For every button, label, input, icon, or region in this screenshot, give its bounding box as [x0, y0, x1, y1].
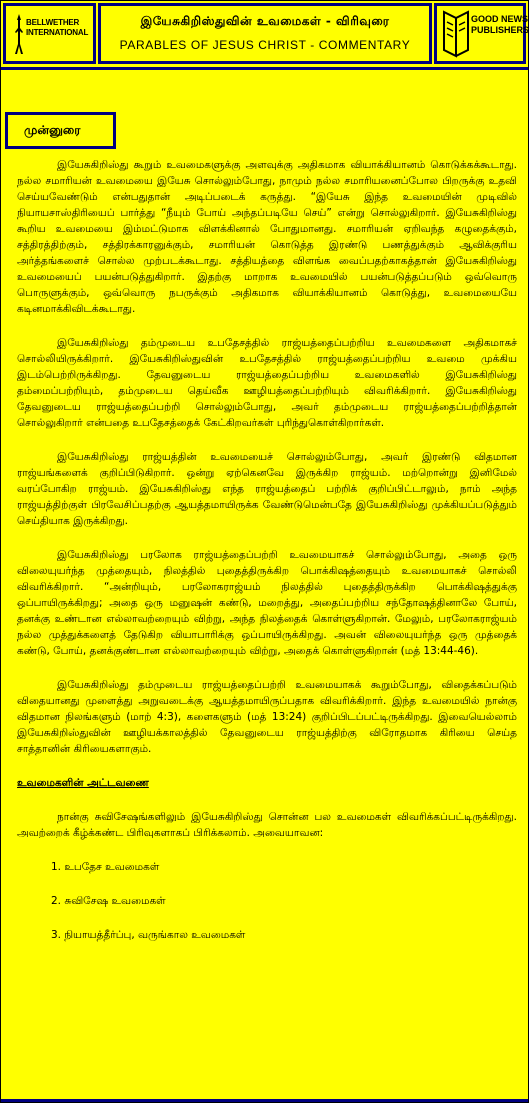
paragraph-5: இயேசுகிறிஸ்து தம்முடைய ராஜ்யத்தைப்பற்றி உவமையாகக் கூறும்போது, விதைக்கப்படும் விதையானது முளைத்து அறுவடைக்கு ஆயத்தமாயிருப்பதாக விவரிக்கிறார். இந்த உவமையில் நான்கு விதமான நிலங்களும் (மாற் 4:3), களைகளும் (மத் 13:24) குறிப்பிடப்பட்டிருக்கிறது. இவையெல்லாம் இயேசுகிறிஸ்துவின் ஊழியக்காலத்தில் தேவனுடைய ராஜ்யத்திற்கு விரோதமாக கிரியை செய்த சாத்தானின் கிரியைகளாகும்.: [17, 679, 517, 755]
section-title: முன்னுரை: [24, 123, 81, 137]
subheading: உவமைகளின் அட்டவணை: [17, 777, 149, 789]
list-intro: நான்கு சுவிசேஷங்களிலும் இயேசுகிறிஸ்து சொன்ன பல உவமைகள் விவரிக்கப்பட்டிருக்கிறது. அவற்றைக் கீழ்க்கண்ட பிரிவுகளாகப் பிரிக்கலாம். அவையாவன:: [17, 811, 517, 839]
list-item: 3. நியாயத்தீர்ப்பு, வருங்கால உவமைகள்: [51, 929, 246, 941]
title-box: [98, 3, 432, 64]
right-logo-line-2: PUBLISHERS: [471, 25, 529, 35]
left-logo-line-2: INTERNATIONAL: [26, 28, 89, 37]
paragraph-1: இயேசுகிறிஸ்து கூறும் உவமைகளுக்கு அளவுக்கு அதிகமாக வியாக்கியானம் கொடுக்கக்கூடாது. நல்ல சமாரியன் உவமையை இயேசு சொல்லும்போது, நாமும் நல்ல சமாரியனைப்போல பிறருக்கு உதவி செய்யவேண்டும் என்பதுதான் அடிப்படைக் கருத்து. “இயேசு இந்த உவமையின் முடிவில் நியாயசாஸ்திரியைப் பார்த்து “நீயும் போய் அந்தப்படியே செய்” என்று சொல்லுகிறார். இயேசுகிறிஸ்து கூறிய உவமையை இம்மட்டுமாக விளக்கினால் போதுமானது. சமாரியன் ஏறிவந்த கழுதைக்கும், சத்திரத்திற்கும், சத்திரக்காரனுக்கும், சமாரியன் கொடுத்த இரண்டு பணத்துக்கும் ஆவிக்குரிய அர்த்தங்களைச் சொல்ல முற்படக்கூடாது. சத்தியத்தை விளங்க வைப்பதற்காகத்தான் இயேசுகிறிஸ்து உவமையைப் பயன்படுத்துகிறார். இதற்கு மாறாக உவமையில் பயன்படுத்தப்படும் ஒவ்வொரு பொருளுக்கும், ஒவ்வொரு நபருக்கும் அதிகமாக வியாக்கியானம் கொடுத்து, உவமையையே கடினமாக்கிவிடக்கூடாது.: [17, 159, 517, 315]
section-title-box: [5, 112, 116, 149]
right-logo-line-1: GOOD NEWS: [471, 14, 529, 24]
good-news-logo-box[interactable]: [434, 3, 529, 64]
left-logo-line-1: BELLWETHER: [26, 18, 80, 27]
bottom-divider: [1, 1099, 528, 1102]
paragraph-3: இயேசுகிறிஸ்து ராஜ்யத்தின் உவமையைச் சொல்லும்போது, அவர் இரண்டு விதமான ராஜ்யங்களைக் குறிப்பிடுகிறார். ஒன்று ஏற்கெனவே இருக்கிற ராஜ்யம். மற்றொன்று இனிமேல் வரப்போகிற ராஜ்யம். இயேசுகிறிஸ்து எந்த ராஜ்யத்தைப் பற்றிக் குறிப்பிட்டாலும், நாம் அந்த ராஜ்யத்திற்குள் பிரவேசிப்பதற்கு ஆயத்தமாயிருக்க வேண்டுமென்பதே இயேசுகிறிஸ்து முக்கியப்படுத்தும் செய்தியாக இருக்கிறது.: [17, 451, 517, 527]
bellwether-logo-icon: [12, 12, 90, 56]
parable-list: [51, 859, 517, 943]
list-item: 2. சுவிசேஷ உவமைகள்: [51, 895, 166, 907]
good-news-logo-icon: [440, 8, 470, 60]
content: [17, 157, 517, 961]
title-tamil: இயேசுகிறிஸ்துவின் உவமைகள் - விரிவுரை: [140, 14, 390, 28]
bellwether-logo-box[interactable]: [3, 3, 96, 64]
paragraph-2: இயேசுகிறிஸ்து தம்முடைய உபதேசத்தில் ராஜ்யத்தைப்பற்றிய உவமைகளை அதிகமாகச் சொல்லியிருக்கிறார். இயேசுகிறிஸ்துவின் உபதேசத்தில் ராஜ்யத்தைப்பற்றிய உவமை முக்கிய இடம்பெற்றிருக்கிறது. தேவனுடைய ராஜ்யத்தைப்பற்றிய உவமைகளில் இயேசுகிறிஸ்து தம்மைப்பற்றியும், தம்முடைய தெய்வீக ஊழியத்தைப்பற்றியும் விவரிக்கிறார். இயேசுகிறிஸ்து தேவனுடைய ராஜ்யத்தைப்பற்றி சொல்லும்போது, அவர் தம்முடைய ராஜ்யத்தைப்பற்றித்தான் சொல்லுகிறார் என்பதை உபதேசத்தைக் கேட்கிறவர்கள் புரிந்துகொள்கிறார்கள்.: [17, 337, 517, 429]
list-item: 1. உபதேச உவமைகள்: [51, 861, 160, 873]
title-english: PARABLES OF JESUS CHRIST - COMMENTARY: [119, 38, 411, 52]
paragraph-4: இயேசுகிறிஸ்து பரலோக ராஜ்யத்தைப்பற்றி உவமையாகச் சொல்லும்போது, அதை ஒரு விலையுயர்ந்த முத்தையும், நிலத்தில் புதைத்திருக்கிற பொக்கிஷத்தையும் உவமையாகச் சொல்லி விவரிக்கிறார். “அன்றியும், பரலோகராஜ்யம் நிலத்தில் புதைத்திருக்கிற பொக்கிஷத்துக்கு ஒப்பாயிருக்கிறது; அதை ஒரு மனுஷன் கண்டு, மறைத்து, அதைப்பற்றிய சந்தோஷத்தினாலே போய், தனக்கு உண்டான எல்லாவற்றையும் விற்று, அந்த நிலத்தைக் கொள்ளுகிறான். மேலும், பரலோகராஜ்யம் நல்ல முத்துக்களைத் தேடுகிற வியாபாரிக்கு ஒப்பாயிருக்கிறது. அவன் விலையுயர்ந்த ஒரு முத்தைக் கண்டு, போய், தனக்குண்டான எல்லாவற்றையும் விற்று, அதைக் கொள்ளுகிறான் (மத் 13:44-46).: [17, 549, 517, 657]
header: [1, 1, 528, 70]
